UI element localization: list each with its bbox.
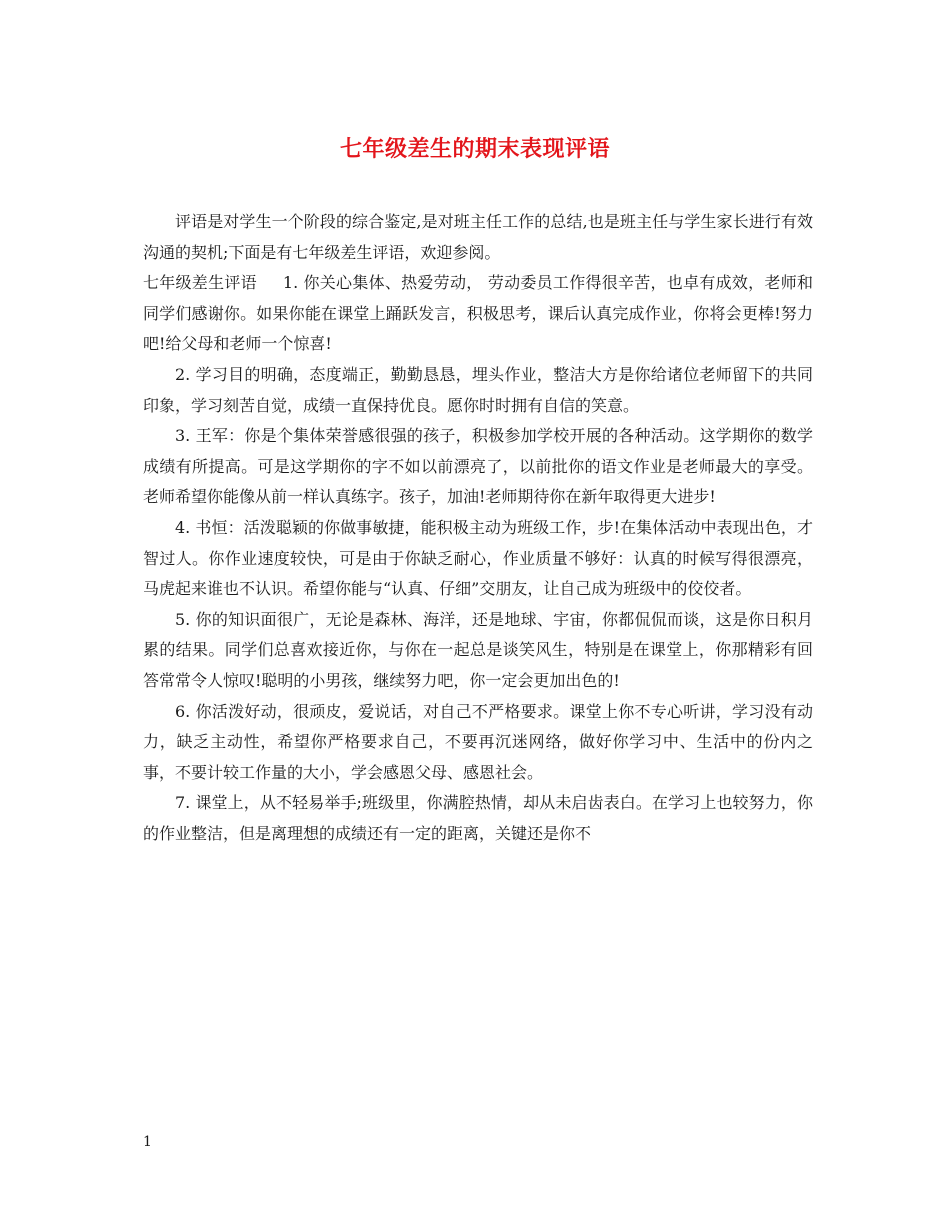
comment-paragraph-4: 4. 书恒：活泼聪颖的你做事敏捷，能积极主动为班级工作，步!在集体活动中表现出色，才智过人。你作业速度较快，可是由于你缺乏耐心，作业质量不够好：认真的时候写得很漂亮，马虎起来谁也不认识。希望你能与“认真、仔细”交朋友，让自己成为班级中的佼佼者。 bbox=[143, 517, 813, 599]
document-body bbox=[143, 207, 813, 849]
comment-paragraph-3: 3. 王军：你是个集体荣誉感很强的孩子，积极参加学校开展的各种活动。这学期你的数学成绩有所提高。可是这学期你的字不如以前漂亮了，以前批你的语文作业是老师最大的享受。老师希望你能像从前一样认真练字。孩子，加油!老师期待你在新年取得更大进步! bbox=[143, 426, 813, 507]
intro-paragraph: 评语是对学生一个阶段的综合鉴定,是对班主任工作的总结,也是班主任与学生家长进行有效沟通的契机;下面是有七年级差生评语，欢迎参阅。 bbox=[143, 212, 813, 262]
comment-paragraph-7: 7. 课堂上，从不轻易举手;班级里，你满腔热情，却从未启齿表白。在学习上也较努力，你的作业整洁，但是离理想的成绩还有一定的距离，关键还是你不 bbox=[143, 793, 813, 843]
document-title: 七年级差生的期末表现评语 bbox=[339, 137, 610, 162]
section-label: 七年级差生评语 bbox=[143, 273, 257, 293]
comment-paragraph-2: 2. 学习目的明确，态度端正，勤勤恳恳，埋头作业，整洁大方是你给诸位老师留下的共同印象，学习刻苦自觉，成绩一直保持优良。愿你时时拥有自信的笑意。 bbox=[143, 364, 813, 415]
comment-paragraph-1 bbox=[143, 268, 813, 360]
comment-paragraph-6: 6. 你活泼好动，很顽皮，爱说话，对自己不严格要求。课堂上你不专心听讲，学习没有动力，缺乏主动性，希望你严格要求自己，不要再沉迷网络，做好你学习中、生活中的份内之事，不要计较工作量的大小，学会感恩父母、感恩社会。 bbox=[143, 701, 813, 782]
comment-1-text: 1. 你关心集体、热爱劳动， 劳动委员工作得很辛苦，也卓有成效，老师和同学们感谢你。如果你能在课堂上踊跃发言，积极思考，课后认真完成作业，你将会更棒!努力吧!给父母和老师一个惊喜! bbox=[143, 273, 813, 354]
page-number: 1 bbox=[143, 1134, 152, 1150]
comment-paragraph-5: 5. 你的知识面很广，无论是森林、海洋，还是地球、宇宙，你都侃侃而谈，这是你日积月累的结果。同学们总喜欢接近你，与你在一起总是谈笑风生，特别是在课堂上，你那精彩有回答常常令人惊叹!聪明的小男孩，继续努力吧，你一定会更加出色的! bbox=[143, 609, 813, 690]
